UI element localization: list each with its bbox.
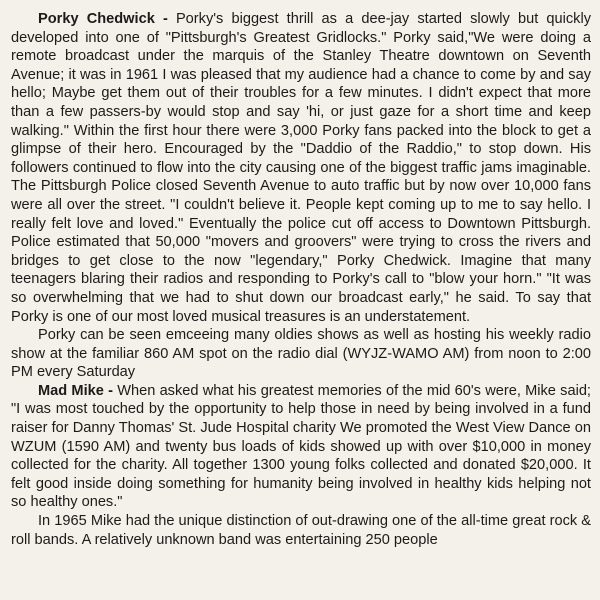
person-name-porky-chedwick: Porky Chedwick - xyxy=(38,11,168,27)
paragraph-text: In 1965 Mike had the unique distinction of out-drawing one of the all-time great rock & roll bands. A relatively unknown band was entertaining 250 people xyxy=(11,513,591,548)
paragraph-1965 xyxy=(11,512,591,549)
paragraph-mad-mike xyxy=(11,382,591,512)
article-body xyxy=(11,10,591,549)
paragraph-text: When asked what his greatest memories of the mid 60's were, Mike said; "I was most touched by the opportunity to help those in need by being involved in a fund raiser for Danny Thomas' St. Jude Hospital charity We promoted the West View Dance on WZUM (1590 AM) and twenty bus loads of kids showed up with over $10,000 in money collected for the charity. All together 1300 young folks collected and donated $20,000. It felt good inside doing something for humanity being involved in healthy kids helping not so healthy ones." xyxy=(11,382,591,511)
paragraph-text: Porky can be seen emceeing many oldies shows as well as hosting his weekly radio show at the familiar 860 AM spot on the radio dial (WYJZ-WAMO AM) from noon to 2:00 PM every Saturday xyxy=(11,327,591,381)
paragraph-porky-chedwick xyxy=(11,10,591,326)
person-name-mad-mike: Mad Mike - xyxy=(38,382,113,399)
paragraph-text: Porky's biggest thrill as a dee-jay started slowly but quickly developed into one of "Pittsburgh's Greatest Gridlocks." Porky said,"We were doing a remote broadcast under the marquis of the Stanley Theatre downtown on Seventh Avenue; it was in 1961 I was pleased that my audience had a chance to come by and say hello; Maybe get them out of their troubles for a few minutes. I didn't expect that more than a few passers-by would stop and say 'hi, or just gaze for a short time and keep walking." Within the first hour there were 3,000 Porky fans packed into the block to get a glimpse of their hero. Encouraged by the "Daddio of the Raddio," to stop down. His followers continued to flow into the city causing one of the biggest traffic jams imaginable. The Pittsburgh Police closed Seventh Avenue to auto traffic but by now over 10,000 fans were all over the street. "I couldn't believe it. People kept coming up to me to say hello. I really felt love and loved." Eventually the police cut off access to Downtown Pittsburgh. Police estimated that 50,000 "movers and groovers" were trying to cross the rivers and bridges to get close to the now "legendary," Porky Chedwick. Imagine that many teenagers blaring their radios and responding to Porky's call to "blow your horn." "It was so overwhelming that we had to shut down our broadcast early," he said. To say that Porky is one of our most loved musical treasures is an understatement. xyxy=(11,11,591,325)
paragraph-porky-radio-show xyxy=(11,326,591,382)
